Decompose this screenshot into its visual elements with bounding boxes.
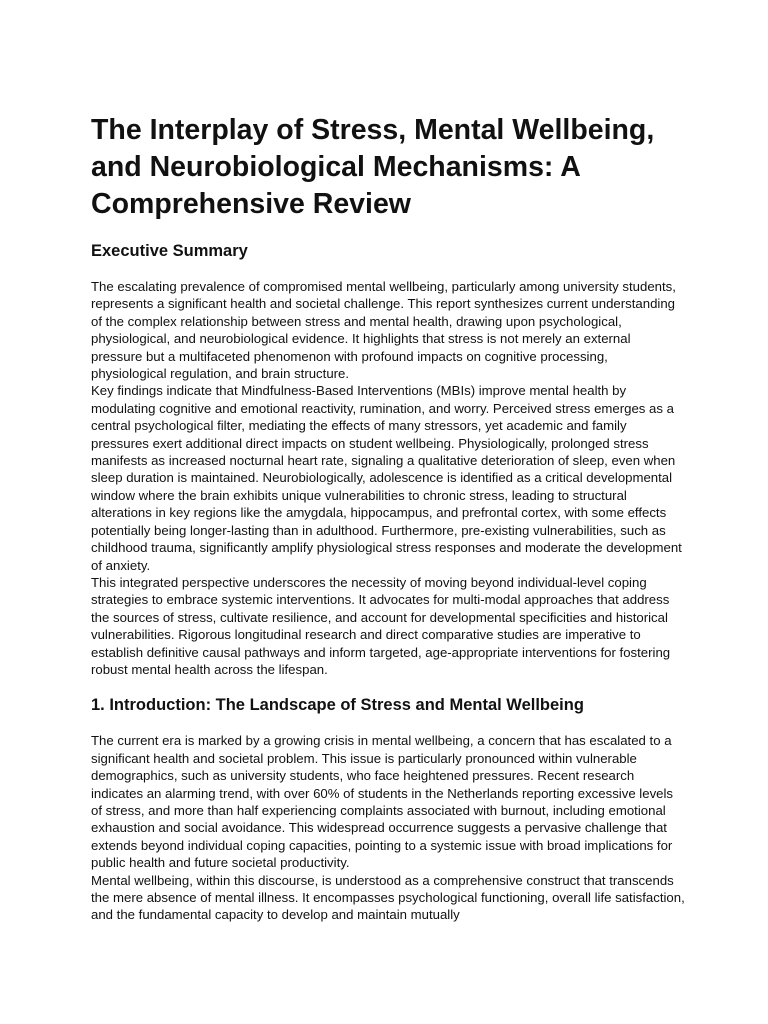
executive-summary-body — [91, 278, 685, 678]
document-title: The Interplay of Stress, Mental Wellbeing, and Neurobiological Mechanisms: A Comprehensive Review — [91, 114, 655, 220]
paragraph: Key findings indicate that Mindfulness-Based Interventions (MBIs) improve mental health by modulating cognitive and emotional reactivity, rumination, and worry. Perceived stress emerges as a central psychological filter, mediating the effects of many stressors, yet academic and family pressures exert additional direct impacts on student wellbeing. Physiologically, prolonged stress manifests as increased nocturnal heart rate, signaling a qualitative deterioration of sleep, even when sleep duration is maintained. Neurobiologically, adolescence is identified as a critical developmental window where the brain exhibits unique vulnerabilities to chronic stress, leading to structural alterations in key regions like the amygdala, hippocampus, and prefrontal cortex, with some effects potentially being longer-lasting than in adulthood. Furthermore, pre-existing vulnerabilities, such as childhood trauma, significantly amplify physiological stress responses and moderate the development of anxiety. — [91, 383, 682, 573]
executive-summary-heading: Executive Summary — [91, 242, 248, 260]
paragraph: Mental wellbeing, within this discourse, is understood as a comprehensive construct that transcends the mere absence of mental illness. It encompasses psychological functioning, overall life satisfaction, and the fundamental capacity to develop and maintain mutually — [91, 872, 685, 923]
paragraph: The escalating prevalence of compromised mental wellbeing, particularly among university students, represents a significant health and societal challenge. This report synthesizes current understanding of the complex relationship between stress and mental health, drawing upon psychological, physiological, and neurobiological evidence. It highlights that stress is not merely an external pressure but a multifaceted phenomenon with profound impacts on cognitive processing, physiological regulation, and brain structure. — [91, 279, 676, 382]
introduction-body — [91, 732, 685, 923]
paragraph: The current era is marked by a growing crisis in mental wellbeing, a concern that has escalated to a significant health and societal problem. This issue is particularly pronounced within vulnerable demographics, such as university students, who face heightened pressures. Recent research indicates an alarming trend, with over 60% of students in the Netherlands reporting excessive levels of stress, and more than half experiencing complaints associated with burnout, including emotional exhaustion and social avoidance. This widespread occurrence suggests a pervasive challenge that extends beyond individual coping capacities, pointing to a systemic issue with broad implications for public health and future societal productivity. — [91, 733, 674, 871]
document-page — [91, 112, 685, 924]
paragraph: This integrated perspective underscores the necessity of moving beyond individual-level coping strategies to embrace systemic interventions. It advocates for multi-modal approaches that address the sources of stress, cultivate resilience, and account for developmental specificities and historical vulnerabilities. Rigorous longitudinal research and direct comparative studies are imperative to establish definitive causal pathways and inform targeted, age-appropriate interventions for fostering robust mental health across the lifespan. — [91, 574, 671, 677]
introduction-heading: 1. Introduction: The Landscape of Stress and Mental Wellbeing — [91, 696, 584, 715]
